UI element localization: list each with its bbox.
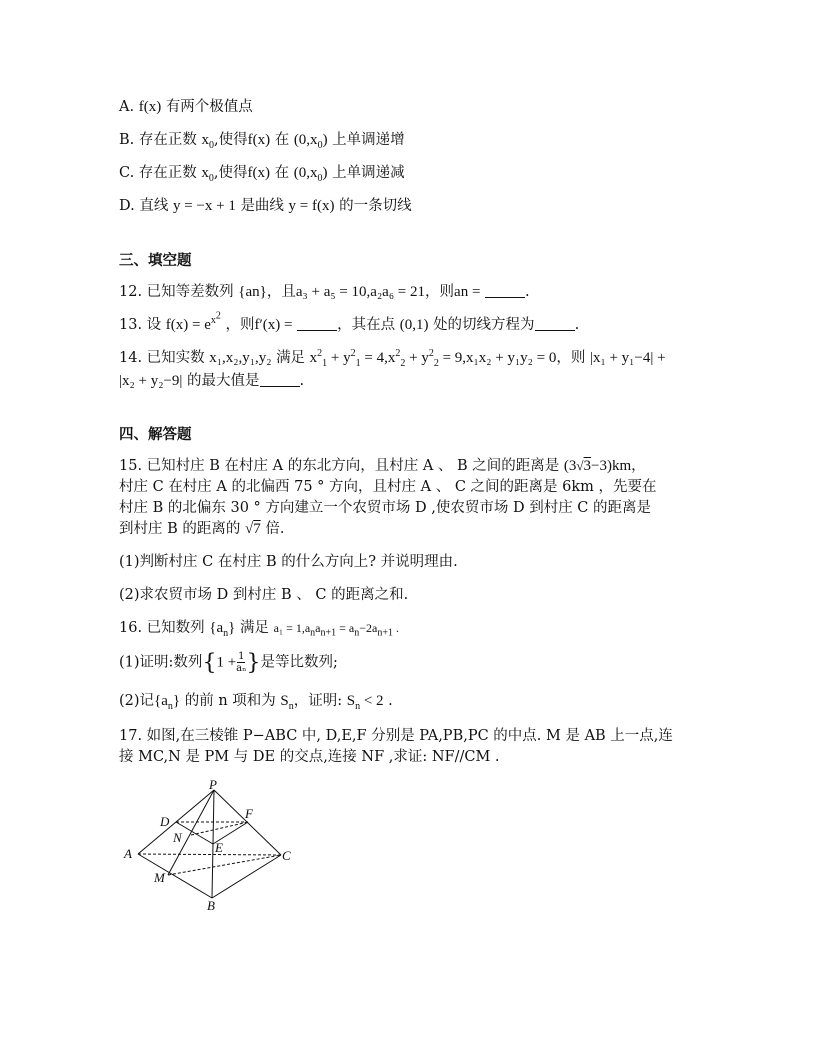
option-c: C. 存在正数 $x_0$,使得f(x) 在 $(0,x_0)$ 上单调递减 [119,165,405,184]
answer-blank [485,285,525,298]
label-m: M [154,870,165,885]
option-d: D. 直线 y = −x + 1 是曲线 y = f(x) 的一条切线 [119,198,412,214]
question-15-line-4: 到村庄 B 的距离的 √7 倍. [119,521,285,537]
edge-ab [138,854,212,898]
question-15-line-2: 村庄 C 在村庄 A 的北偏西 75 ° 方向，且村庄 A 、 C 之间的距离是 6km ，先要在 [119,479,657,495]
question-15-part-2: (2)求农贸市场 D 到村庄 B 、 C 的距离之和. [119,587,409,603]
question-13: 13. 设 $f(x) = e^{x^2}$ ，则f′(x) = ，其在点 (0,1) 处的切线方程为 . [119,310,580,333]
label-a: A [124,846,132,861]
label-p: P [209,780,217,792]
answer-blank [535,318,575,331]
label-f: F [245,806,253,821]
label-e: E [215,840,223,855]
answer-blank [260,374,300,387]
question-17-line-2: 接 MC,N 是 PM 与 DE 的交点,连接 NF ,求证: NF//CM . [119,749,500,765]
label-c: C [282,848,291,863]
question-17-line-1: 17. 如图,在三棱锥 P−ABC 中, D,E,F 分别是 PA,PB,PC 的中点. M 是 AB 上一点,连 [119,728,673,744]
question-16-part-1: (1)证明:数列{1 + $\frac{1}{\text{aₙ}}$ }是等比数列; [119,650,338,676]
section-4-heading: 四、解答题 [119,427,192,443]
option-a: A. f(x) 有两个极值点 [119,99,253,115]
question-16-line-1: 16. 已知数列 $\{a_n\}$ 满足 $a_1 = 1,a_na_{n+1} = a_n-2a_{n+1}$ . [119,620,399,639]
question-12: 12. 已知等差数列 {an}，且a₃ + a₅ = 10,a₂a₆ = 21，则an = . [119,284,530,300]
question-14-line-1: 14. 已知实数 x₁,x₂,y₁,y₂ 满足 $x^2_1 + y^2_1 = 4,x^2_2 + y^2_2 = 9,x_1x_2 + y_1y_2 = 0$，则 |x₁ + y₁−4| + [119,348,666,369]
question-15-line-1: 15. 已知村庄 B 在村庄 A 的东北方向，且村庄 A 、 B 之间的距离是 (3√3−3)km， [119,458,646,474]
option-b: B. 存在正数 $x_0$,使得f(x) 在 $(0,x_0)$ 上单调递增 [119,132,405,151]
pyramid-figure [118,780,308,910]
section-3-heading: 三、填空题 [119,253,192,269]
label-b: B [207,898,215,910]
edge-ac [138,854,281,855]
label-n: N [173,830,182,845]
answer-blank [297,318,337,331]
question-15-line-3: 村庄 B 的北偏东 30 ° 方向建立一个农贸市场 D ,使农贸市场 D 到村庄 C 的距离是 [119,500,652,516]
fraction: $\frac{1}{\text{aₙ}}$ [236,651,247,674]
question-16-part-2: (2)记$\{a_n\}$ 的前 n 项和为 $S_n$，证明: $S_n < 2$ . [119,693,393,712]
label-d: D [160,814,170,829]
question-14-line-2: |x₂ + y₂−9| 的最大值是 . [119,373,305,389]
question-15-part-1: (1)判断村庄 C 在村庄 B 的什么方向上? 并说明理由. [119,554,458,570]
edge-bc [212,855,281,898]
segment-nf [191,822,248,835]
